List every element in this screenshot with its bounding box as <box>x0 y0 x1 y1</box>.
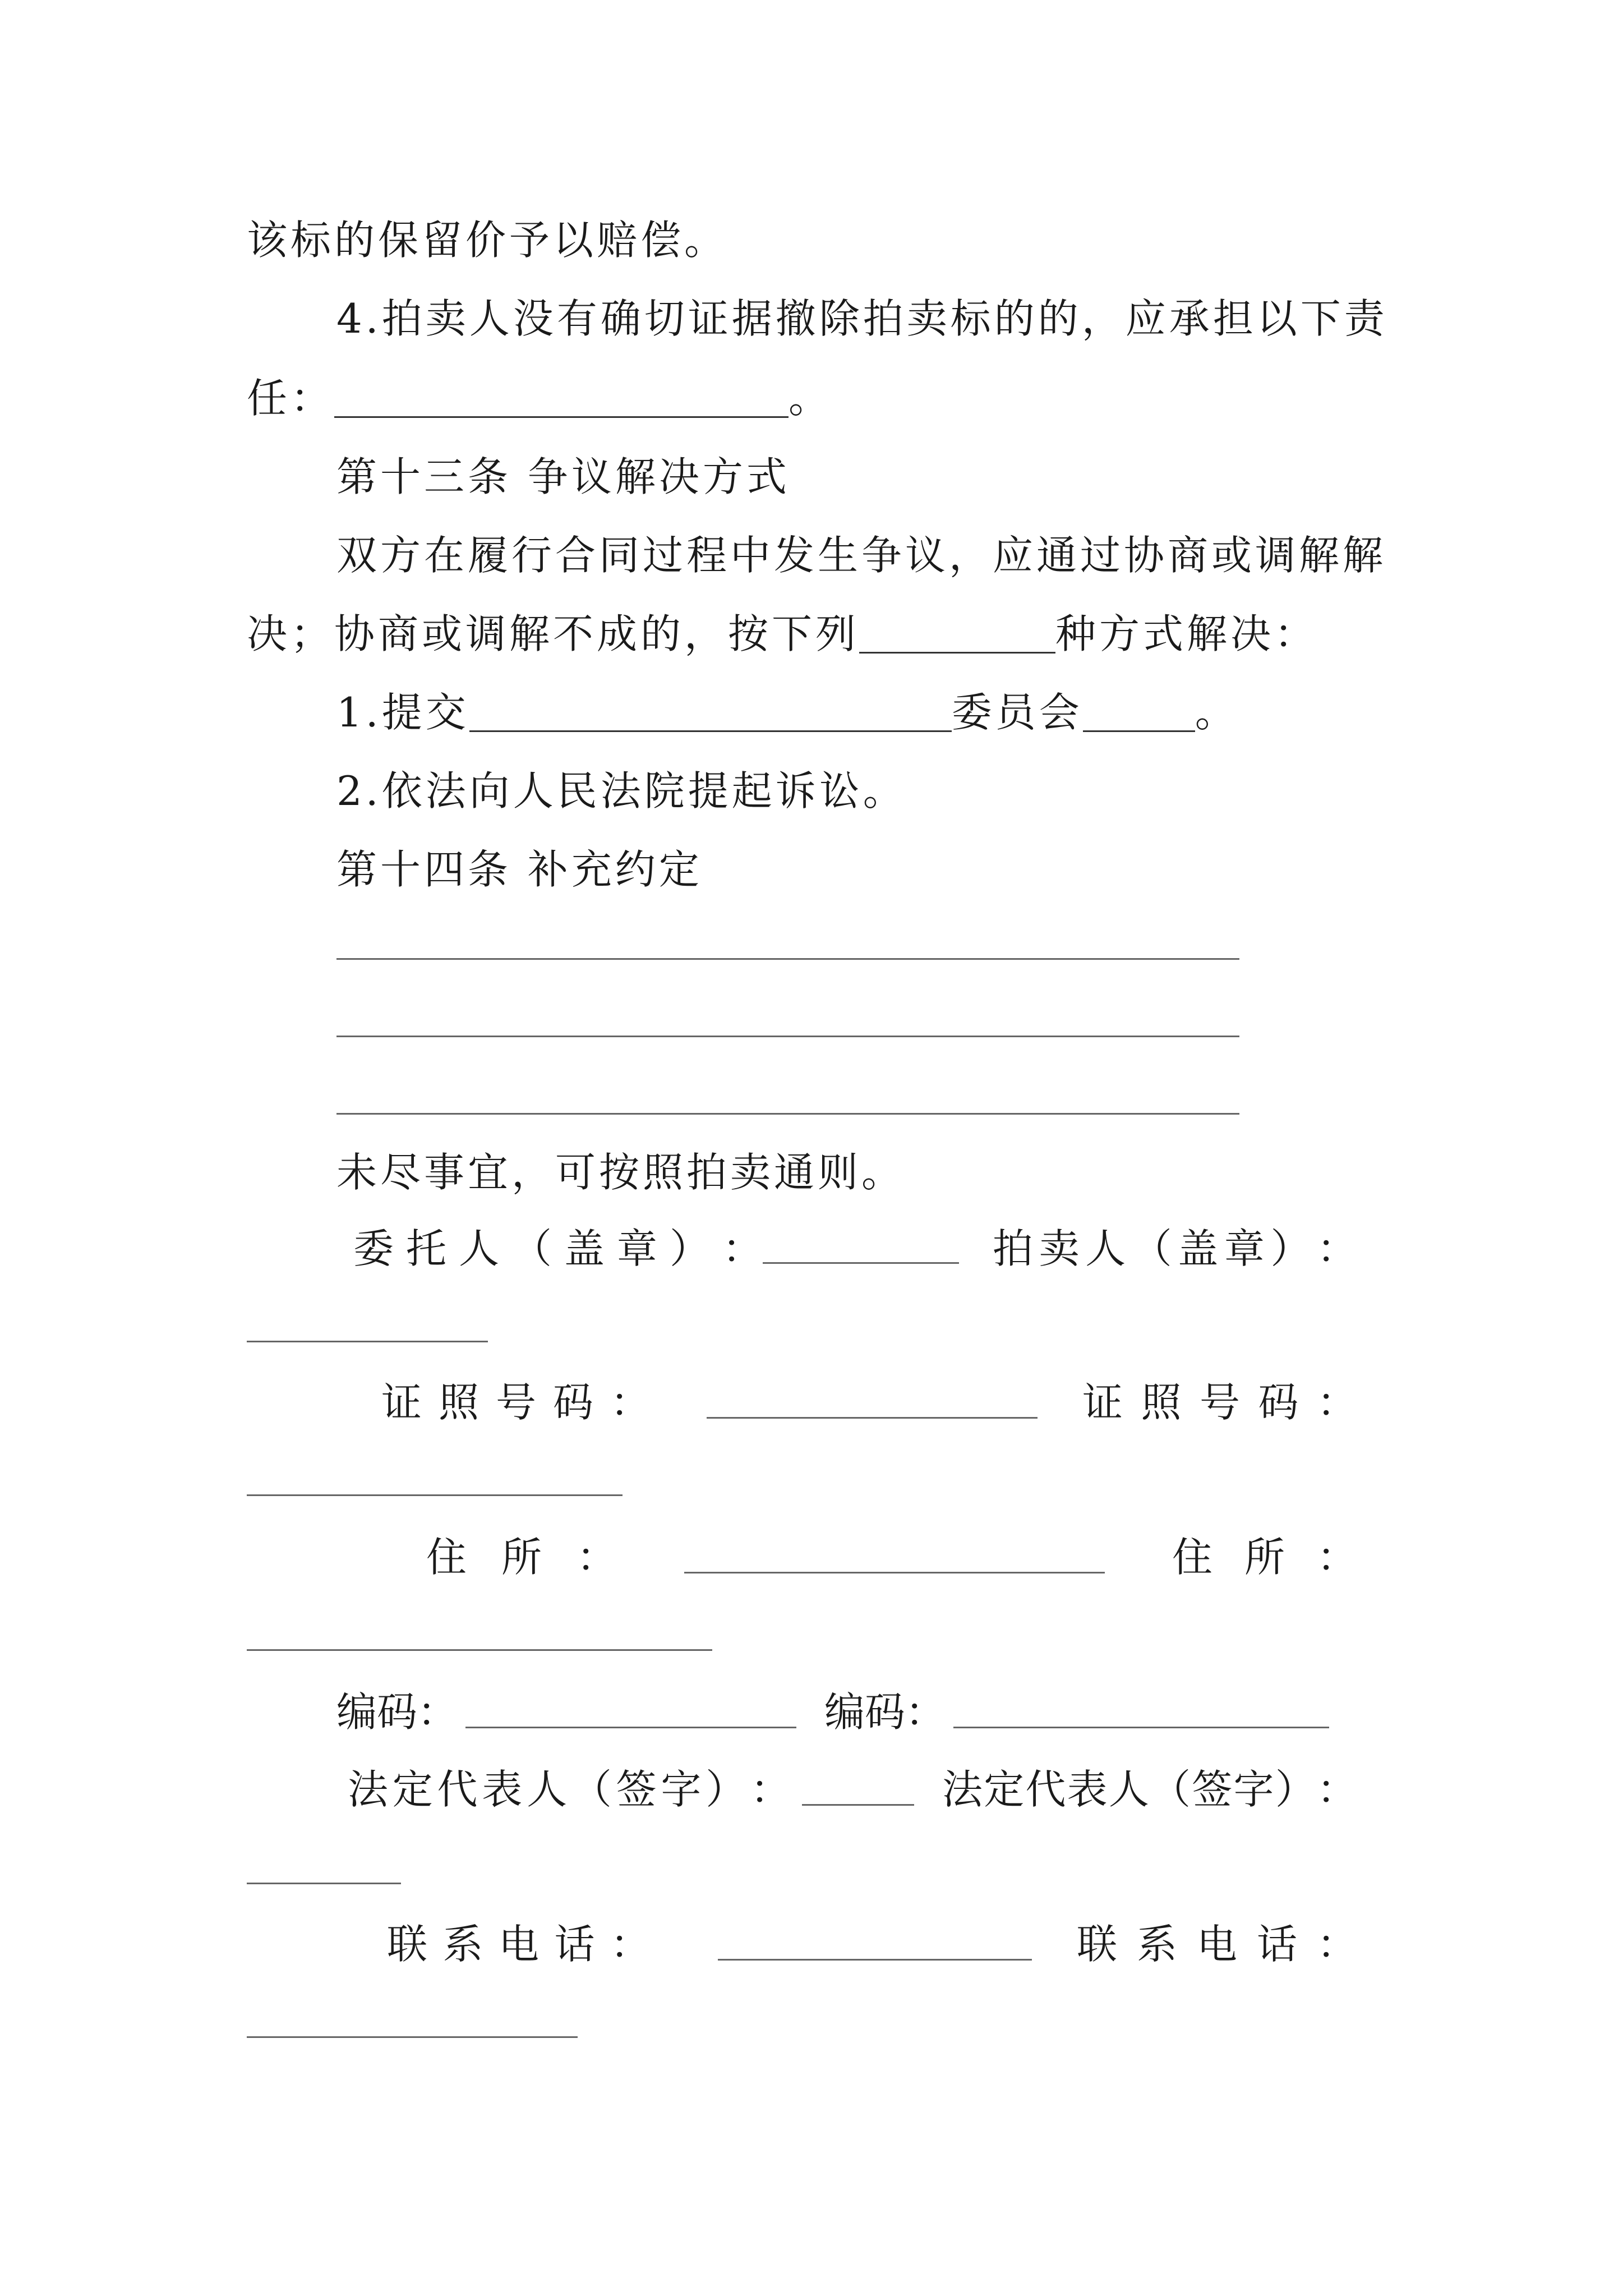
consignor-license-blank[interactable] <box>707 1417 1038 1419</box>
consignor-seal-label: 委 托 人 （ 盖 章 ） ： <box>353 1225 763 1272</box>
arbitration-name-blank[interactable] <box>469 690 952 732</box>
consignor-address-label: 住 所 ： <box>426 1534 617 1581</box>
article12-tail-line: 该标的保留价予以赔偿。 <box>247 217 728 264</box>
article12-item4-line1: 4.拍卖人没有确切证据撤除拍卖标的的，应承担以下责 <box>336 295 1388 342</box>
consignor-phone-blank[interactable] <box>718 1959 1032 1961</box>
consignor-phone-label: 联 系 电 话 ： <box>387 1921 651 1968</box>
article13-option2: 2.依法向人民法院提起诉讼。 <box>336 767 907 815</box>
consignor-legal-rep-blank[interactable] <box>802 1804 914 1806</box>
supplement-line-2[interactable] <box>336 1036 1239 1037</box>
consignor-seal-blank[interactable] <box>763 1262 959 1264</box>
auctioneer-phone-blank[interactable] <box>247 2036 578 2038</box>
auctioneer-legal-rep-label: 法 定 代 表 人 （ 签 字 ） ： <box>942 1766 1357 1813</box>
article13-option1: 1.提交 委员会 。 <box>336 689 1239 736</box>
liability-blank[interactable] <box>334 376 789 418</box>
auctioneer-legal-rep-blank[interactable] <box>247 1883 401 1884</box>
auctioneer-license-label: 证 照 号 码 ： <box>1082 1379 1357 1426</box>
dispute-method-blank[interactable] <box>859 611 1055 654</box>
supplement-line-3[interactable] <box>336 1113 1239 1115</box>
article12-item4-line2: 任： 。 <box>247 375 833 422</box>
consignor-postcode-label: 编码： <box>336 1688 458 1736</box>
article14-closing: 未尽事宜，可按照拍卖通则。 <box>336 1149 906 1196</box>
consignor-address-blank[interactable] <box>684 1572 1105 1573</box>
supplement-line-1[interactable] <box>336 958 1239 960</box>
auctioneer-phone-label: 联 系 电 话 ： <box>1077 1921 1357 1968</box>
auctioneer-seal-label: 拍 卖 人 （ 盖 章 ） ： <box>993 1225 1357 1272</box>
article13-para-line2: 决；协商或调解不成的，按下列 种方式解决： <box>247 610 1318 657</box>
article13-heading: 第十三条 争议解决方式 <box>336 453 790 500</box>
arbitration-blank-2[interactable] <box>1083 690 1195 732</box>
consignor-legal-rep-label: 法 定 代 表 人 （ 签 字 ） ： <box>348 1766 791 1813</box>
consignor-postcode-blank[interactable] <box>465 1727 796 1728</box>
consignor-license-label: 证 照 号 码 ： <box>381 1379 651 1426</box>
auctioneer-address-label: 住 所 ： <box>1172 1534 1357 1581</box>
auctioneer-seal-blank[interactable] <box>247 1341 488 1342</box>
auctioneer-postcode-label: 编码： <box>824 1688 946 1736</box>
auctioneer-license-blank[interactable] <box>247 1494 623 1496</box>
article14-heading: 第十四条 补充约定 <box>336 846 703 893</box>
article13-para-line1: 双方在履行合同过程中发生争议，应通过协商或调解解 <box>336 532 1387 579</box>
auctioneer-postcode-blank[interactable] <box>953 1727 1329 1728</box>
auctioneer-address-blank[interactable] <box>247 1649 712 1651</box>
